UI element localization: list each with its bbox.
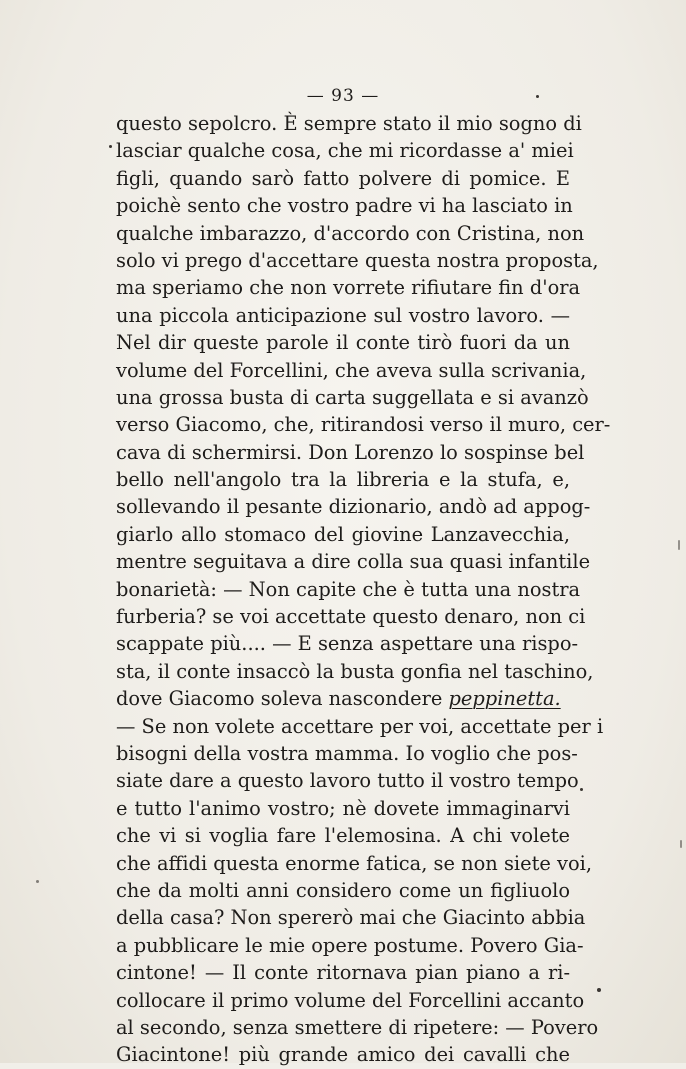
text-line-4: poichè sento che vostro padre vi ha lasciato in (116, 194, 573, 218)
paragraph2-line-2: bisogni della vostra mamma. Io voglio che pos- (116, 741, 578, 765)
text-line-5: qualche imbarazzo, d'accordo con Cristina, non (116, 221, 585, 245)
text-line-2: lasciar qualche cosa, che mi ricordasse a' miei (116, 139, 574, 163)
paragraph2-line-5: che vi si voglia fare l'elemosina. A chi volete (116, 824, 570, 848)
print-speck (678, 540, 680, 550)
text-line-12: verso Giacomo, che, ritirandosi verso il muro, cer- (116, 413, 611, 437)
text-block (116, 110, 611, 1069)
text-line-19: furberia? se voi accettate questo denaro, non ci (116, 605, 586, 629)
paragraph2-line-12: al secondo, senza smettere di ripetere: — Povero (116, 1015, 599, 1039)
paragraph2-line-10: cintone! — Il conte ritornava pian piano a ri- (116, 961, 570, 985)
text-line-10: volume del Forcellini, che aveva sulla scrivania, (116, 358, 587, 382)
text-line-15: sollevando il pesante dizionario, andò ad appog- (116, 495, 591, 519)
paragraph2-line-9: a pubblicare le mie opere postume. Povero Gia- (116, 933, 584, 957)
text-line-17: mentre seguitava a dire colla sua quasi infantile (116, 550, 591, 574)
text-line-21: sta, il conte insaccò la busta gonfia nel taschino, (116, 659, 594, 683)
paragraph2-line-6: che affidi questa enorme fatica, se non siete voi, (116, 851, 593, 875)
paragraph2-line-11: collocare il primo volume del Forcellini accanto (116, 988, 585, 1012)
text-line-6: solo vi prego d'accettare questa nostra proposta, (116, 248, 599, 272)
text-line-9: Nel dir queste parole il conte tirò fuori da un (116, 331, 570, 355)
text-line-11: una grossa busta di carta suggellata e si avanzò (116, 385, 589, 409)
text-line-8: una piccola anticipazione sul vostro lavoro. — (116, 303, 570, 327)
paragraph2-line-13: Giacintone! più grande amico dei cavalli che (116, 1043, 570, 1067)
text-line-1: questo sepolcro. È sempre stato il mio sogno di (116, 112, 582, 135)
text-line-20: scappate più.... — E senza aspettare una rispo- (116, 632, 579, 656)
text-line-3: figli, quando sarò fatto polvere di pomice. E (116, 166, 570, 190)
print-speck (109, 145, 112, 148)
text-line-22-prefix: dove Giacomo soleva nascondere (116, 687, 449, 711)
paragraph2-line-4: e tutto l'animo vostro; nè dovete immaginarvi (116, 796, 570, 820)
text-line-18: bonarietà: — Non capite che è tutta una nostra (116, 577, 581, 601)
print-speck (680, 840, 682, 848)
paragraph2-line-7: che da molti anni considero come un figliuolo (116, 878, 570, 902)
paragraph2-line-3: siate dare a questo lavoro tutto il vostro tempo (116, 769, 579, 793)
text-line-16: giarlo allo stomaco del giovine Lanzavecchia, (116, 522, 570, 546)
text-line-22 (116, 685, 570, 712)
print-speck (580, 788, 583, 791)
text-line-13: cava di schermirsi. Don Lorenzo lo sospinse bel (116, 440, 585, 464)
print-speck (536, 95, 539, 98)
paragraph2-line-8: della casa? Non spererò mai che Giacinto abbia (116, 906, 586, 930)
page-number: — 93 — (306, 86, 380, 106)
print-speck (36, 880, 39, 883)
text-line-7: ma speriamo che non vorrete rifiutare fin d'ora (116, 276, 581, 300)
print-speck (597, 988, 601, 992)
italic-word-peppinetta: peppinetta. (448, 687, 561, 711)
paragraph2-line-1: — Se non volete accettare per voi, accettate per i (116, 714, 604, 738)
text-line-14: bello nell'angolo tra la libreria e la stufa, e, (116, 468, 570, 492)
